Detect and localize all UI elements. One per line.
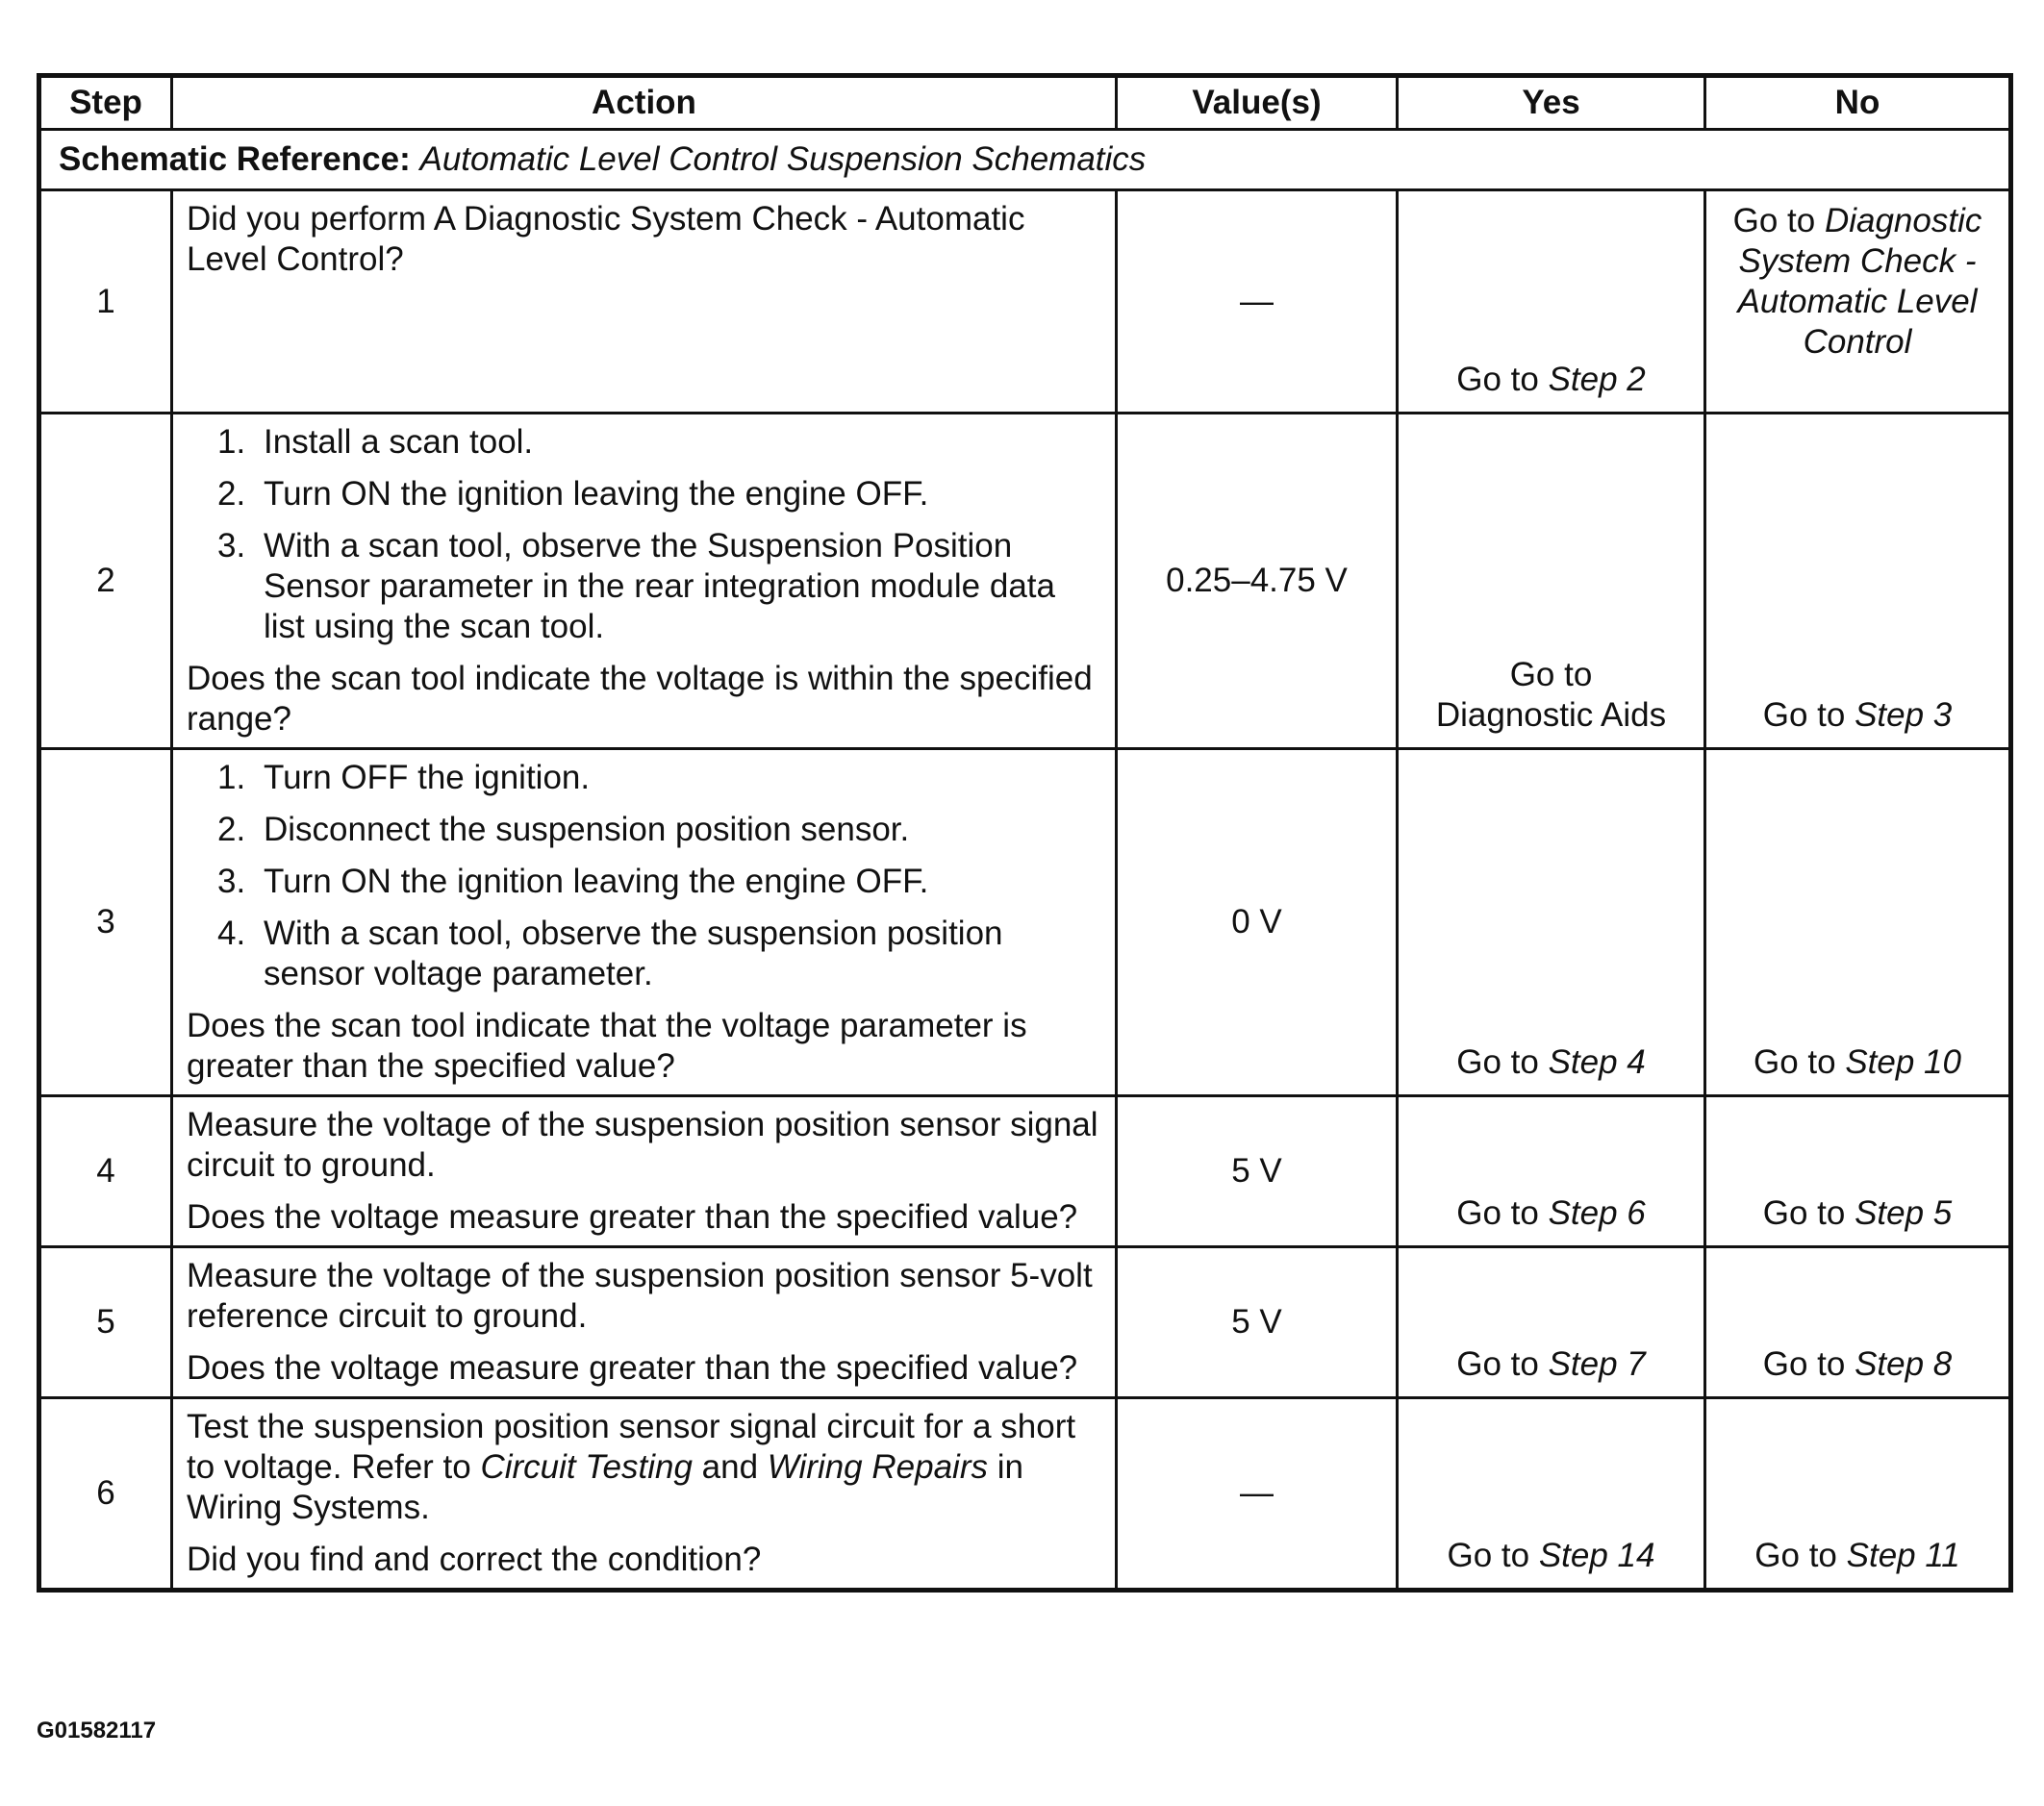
wiring-repairs-reference: Wiring Repairs (767, 1448, 988, 1486)
header-no: No (1705, 76, 2011, 130)
no-prefix: Go to (1732, 202, 1825, 239)
table-row (39, 749, 2011, 1096)
table-row (39, 190, 2011, 414)
value-cell: — (1117, 190, 1398, 414)
yes-link: Step 2 (1548, 361, 1646, 398)
table-header-row (39, 76, 2011, 130)
step-number: 2 (39, 414, 172, 749)
step-number: 4 (39, 1096, 172, 1247)
yes-prefix: Go to (1456, 1043, 1549, 1081)
step-number: 3 (39, 749, 172, 1096)
yes-link: Step 7 (1548, 1345, 1646, 1383)
no-cell (1705, 1247, 2011, 1398)
yes-cell (1398, 749, 1705, 1096)
table-row (39, 1096, 2011, 1247)
no-prefix: Go to (1754, 1537, 1847, 1574)
no-link: Step 11 (1846, 1537, 1960, 1574)
no-cell (1705, 749, 2011, 1096)
action-list (187, 422, 1101, 647)
action-list-item: Turn ON the ignition leaving the engine OFF. (264, 475, 929, 513)
yes-cell (1398, 1096, 1705, 1247)
action-cell (172, 414, 1117, 749)
action-text: Did you perform A Diagnostic System Check - Automatic Level Control? (187, 200, 1025, 278)
schematic-reference-row (39, 130, 2011, 190)
no-prefix: Go to (1762, 1345, 1855, 1383)
action-text (187, 1407, 1101, 1528)
no-prefix: Go to (1762, 1194, 1855, 1232)
diagnostic-table (37, 73, 2013, 1593)
yes-prefix: Go to (1447, 1537, 1539, 1574)
step-number: 6 (39, 1398, 172, 1591)
table-row (39, 1398, 2011, 1591)
value-cell: 5 V (1117, 1247, 1398, 1398)
action-question: Does the voltage measure greater than the specified value? (187, 1349, 1078, 1387)
header-values: Value(s) (1117, 76, 1398, 130)
no-prefix: Go to (1754, 1043, 1846, 1081)
action-question: Did you find and correct the condition? (187, 1541, 762, 1578)
yes-cell (1398, 1247, 1705, 1398)
action-text: Measure the voltage of the suspension position sensor signal circuit to ground. (187, 1106, 1098, 1184)
schematic-reference-cell (39, 130, 2011, 190)
action-question: Does the scan tool indicate that the voltage parameter is greater than the specified value? (187, 1007, 1027, 1085)
no-link: Step 8 (1855, 1345, 1953, 1383)
yes-cell (1398, 190, 1705, 414)
yes-link: Step 6 (1548, 1194, 1646, 1232)
no-cell (1705, 190, 2011, 414)
schematic-reference-label: Schematic Reference: (59, 140, 411, 178)
step-number: 5 (39, 1247, 172, 1398)
header-yes: Yes (1398, 76, 1705, 130)
no-cell (1705, 414, 2011, 749)
value-cell: 0 V (1117, 749, 1398, 1096)
action-cell (172, 1247, 1117, 1398)
no-link: Step 10 (1845, 1043, 1961, 1081)
no-prefix: Go to (1762, 696, 1855, 734)
no-cell (1705, 1096, 2011, 1247)
action-list-item: Turn ON the ignition leaving the engine OFF. (264, 863, 929, 900)
yes-prefix: Go to (1456, 1345, 1549, 1383)
value-cell: 5 V (1117, 1096, 1398, 1247)
no-cell (1705, 1398, 2011, 1591)
action-cell (172, 190, 1117, 414)
yes-link: Step 14 (1538, 1537, 1655, 1574)
action-list-item: With a scan tool, observe the suspension position sensor voltage parameter. (264, 915, 1003, 992)
value-cell: — (1117, 1398, 1398, 1591)
no-link: Diagnostic System Check - Automatic Level Control (1737, 202, 1982, 361)
action-text-part: in Wiring Systems. (187, 1448, 1023, 1526)
yes-cell (1398, 1398, 1705, 1591)
schematic-reference-link: Automatic Level Control Suspension Schematics (419, 140, 1147, 178)
table-row (39, 414, 2011, 749)
yes-prefix: Go to (1456, 1194, 1549, 1232)
header-step: Step (39, 76, 172, 130)
yes-cell (1398, 414, 1705, 749)
step-number: 1 (39, 190, 172, 414)
circuit-testing-reference: Circuit Testing (480, 1448, 693, 1486)
figure-id: G01582117 (37, 1718, 157, 1743)
action-text: Measure the voltage of the suspension position sensor 5-volt reference circuit to ground. (187, 1257, 1093, 1335)
yes-line-2: Diagnostic Aids (1435, 696, 1667, 734)
action-question: Does the scan tool indicate the voltage is within the specified range? (187, 660, 1093, 738)
action-cell (172, 1398, 1117, 1591)
yes-link: Step 4 (1548, 1043, 1646, 1081)
action-cell (172, 749, 1117, 1096)
action-text-part: Test the suspension position sensor signal circuit for a short to voltage. Refer to (187, 1408, 1076, 1486)
action-cell (172, 1096, 1117, 1247)
yes-line-1: Go to (1509, 656, 1593, 693)
no-link: Step 5 (1855, 1194, 1953, 1232)
action-question: Does the voltage measure greater than the specified value? (187, 1198, 1078, 1236)
action-list-item: Turn OFF the ignition. (264, 759, 591, 796)
action-text-part: and (692, 1448, 768, 1486)
no-link: Step 3 (1855, 696, 1953, 734)
action-list-item: With a scan tool, observe the Suspension Position Sensor parameter in the rear integration module data list using the scan tool. (264, 527, 1055, 645)
action-list-item: Disconnect the suspension position sensor. (264, 811, 910, 848)
header-action: Action (172, 76, 1117, 130)
action-list (187, 758, 1101, 994)
yes-prefix: Go to (1456, 361, 1549, 398)
table-row (39, 1247, 2011, 1398)
action-list-item: Install a scan tool. (264, 423, 534, 461)
value-cell: 0.25–4.75 V (1117, 414, 1398, 749)
